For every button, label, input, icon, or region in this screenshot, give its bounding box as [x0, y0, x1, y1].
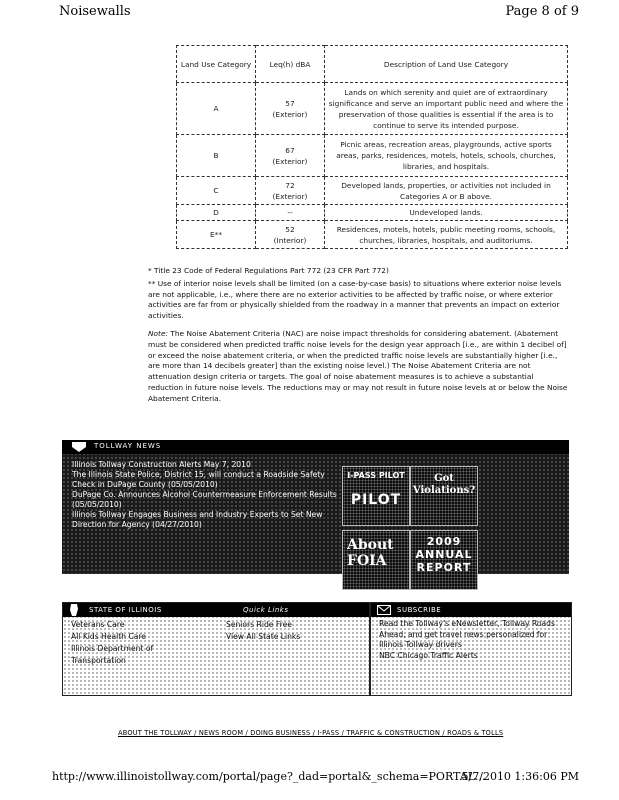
nac-note	[148, 329, 568, 405]
category-cell: D	[177, 205, 256, 221]
footer-nav-links[interactable]: ABOUT THE TOLLWAY / NEWS ROOM / DOING BUSINESS / I-PASS / TRAFFIC & CONSTRUCTION / ROADS & TOLLS	[118, 729, 504, 737]
state-panel-header	[63, 603, 369, 617]
annual-report-promo[interactable]	[410, 530, 478, 590]
leq-note: (Exterior)	[272, 191, 308, 201]
table-header-row	[177, 46, 568, 83]
table-header-description: Description of Land Use Category	[325, 46, 568, 83]
news-list	[72, 460, 337, 530]
violations-promo[interactable]: Got Violations?	[410, 466, 478, 526]
subscribe-panel	[370, 602, 572, 696]
description-cell: Picnic areas, recreation areas, playgrounds, active sports areas, parks, residences, motels, hotels, schools, churches, libraries, and hospitals.	[325, 135, 568, 177]
state-link[interactable]: All Kids Health Care	[71, 632, 147, 641]
table-notes	[148, 266, 568, 412]
print-date: 5/7/2010 1:36:06 PM	[461, 770, 579, 783]
subscribe-link[interactable]: Read the Tollway's eNewsletter, Tollway Roads Ahead, and get travel news personalized for Illinois Tollway drivers	[379, 619, 555, 649]
subscribe-links	[371, 617, 571, 663]
state-links-col	[71, 619, 206, 667]
note-label: Note:	[148, 328, 168, 338]
leq-cell	[256, 177, 325, 205]
table-header-category: Land Use Category	[177, 46, 256, 83]
leq-cell	[256, 83, 325, 135]
state-link[interactable]: Veterans Care	[71, 620, 125, 629]
noise-abatement-criteria-table	[176, 45, 568, 249]
pilot-promo-bottom: PILOT	[350, 492, 402, 508]
category-cell: E**	[177, 221, 256, 249]
category-cell: A	[177, 83, 256, 135]
leq-note: (Exterior)	[272, 109, 308, 119]
annual-report-word: ANNUAL	[415, 548, 473, 561]
subscribe-link[interactable]: NBC Chicago Traffic Alerts	[379, 650, 478, 660]
news-link[interactable]: DuPage Co. Announces Alcohol Countermeasure Enforcement Results (05/05/2010)	[72, 490, 337, 509]
leq-value: 67	[285, 145, 295, 155]
illinois-state-icon	[69, 604, 79, 616]
description-cell: Undeveloped lands.	[325, 205, 568, 221]
leq-cell	[256, 221, 325, 249]
tollway-news-title: TOLLWAY NEWS	[94, 442, 162, 450]
state-links	[63, 617, 369, 669]
state-link[interactable]: View All State Links	[226, 632, 301, 641]
print-footer	[0, 770, 619, 786]
news-link[interactable]: Illinois Tollway Construction Alerts May 7, 2010	[72, 460, 251, 469]
page-number: Page 8 of 9	[505, 4, 579, 19]
tollway-news-header	[62, 440, 569, 454]
annual-report-word2: REPORT	[416, 561, 472, 574]
page-url: http://www.illinoistollway.com/portal/page?_dad=portal&_schema=PORTAL...	[52, 770, 486, 783]
leq-note: (Exterior)	[272, 156, 308, 166]
note-text: The Noise Abatement Criteria (NAC) are noise impact thresholds for considering abatement. (Abatement must be considered when predicted traffic noise levels for the design year approach [i.e., are within 1 decibel of] or exceed the noise abatement criteria, or when the predicted traffic noise levels are substantially higher [i.e., are more than 14 decibels greater] than the existing noise level.) The Noise Abatement Criteria are not attenuation design criteria or targets. The goal of noise abatement measures is to achieve a substantial reduction in future noise levels. The reductions may or may not result in future noise levels at or below the Noise Abatement Criteria.	[148, 328, 568, 403]
page-title: Noisewalls	[59, 4, 131, 19]
annual-report-year: 2009	[426, 535, 462, 548]
state-of-illinois-panel	[62, 602, 370, 696]
leq-note: (Interior)	[273, 235, 307, 245]
description-cell: Developed lands, properties, or activities not included in Categories A or B above.	[325, 177, 568, 205]
table-row	[177, 135, 568, 177]
footnote-interior: ** Use of interior noise levels shall be limited (on a case-by-case basis) to situations where exterior noise levels are not applicable, i.e., where there are no exterior activities to be affected by traffic noise, or where exterior activities are far from or physically shielded from the roadway in a manner that prevents an impact on exterior activities.	[148, 278, 562, 321]
state-panel-title: STATE OF ILLINOIS	[89, 606, 162, 614]
quick-links-title: Quick Links	[243, 606, 289, 614]
subscribe-title: SUBSCRIBE	[397, 606, 442, 614]
news-link[interactable]: Illinois Tollway Engages Business and Industry Experts to Set New Direction for Agency (04/27/2010)	[72, 510, 323, 529]
footnote-cfr: * Title 23 Code of Federal Regulations Part 772 (23 CFR Part 772)	[148, 266, 389, 275]
state-link[interactable]: Seniors Ride Free	[226, 620, 292, 629]
ipass-pilot-promo[interactable]	[342, 466, 410, 526]
description-cell: Residences, motels, hotels, public meeting rooms, schools, churches, libraries, hospitals, and auditoriums.	[325, 221, 568, 249]
category-cell: B	[177, 135, 256, 177]
pilot-promo-top: I-PASS PILOT	[347, 471, 405, 480]
table-row	[177, 83, 568, 135]
foia-promo[interactable]: About FOIA	[342, 530, 410, 590]
leq-value: 52	[285, 224, 295, 234]
table-row	[177, 221, 568, 249]
tollway-news-banner	[62, 440, 569, 574]
state-links-col	[206, 619, 361, 667]
print-header	[0, 4, 619, 20]
envelope-icon	[377, 605, 391, 615]
leq-value: 72	[285, 180, 295, 190]
tollway-logo-icon	[70, 441, 88, 453]
leq-cell	[256, 135, 325, 177]
leq-value: 57	[285, 98, 295, 108]
table-row	[177, 177, 568, 205]
table-row	[177, 205, 568, 221]
table-header-leq: Leq(h) dBA	[256, 46, 325, 83]
news-link[interactable]: The Illinois State Police, District 15, will conduct a Roadside Safety Check in DuPage County (05/05/2010)	[72, 470, 325, 489]
leq-cell: --	[256, 205, 325, 221]
description-cell: Lands on which serenity and quiet are of extraordinary significance and serve an important public need and where the preservation of those qualities is essential if the area is to continue to serve its intended purpose.	[325, 83, 568, 135]
state-link[interactable]: Illinois Department of Transportation	[71, 644, 154, 665]
subscribe-panel-header	[371, 603, 571, 617]
category-cell: C	[177, 177, 256, 205]
